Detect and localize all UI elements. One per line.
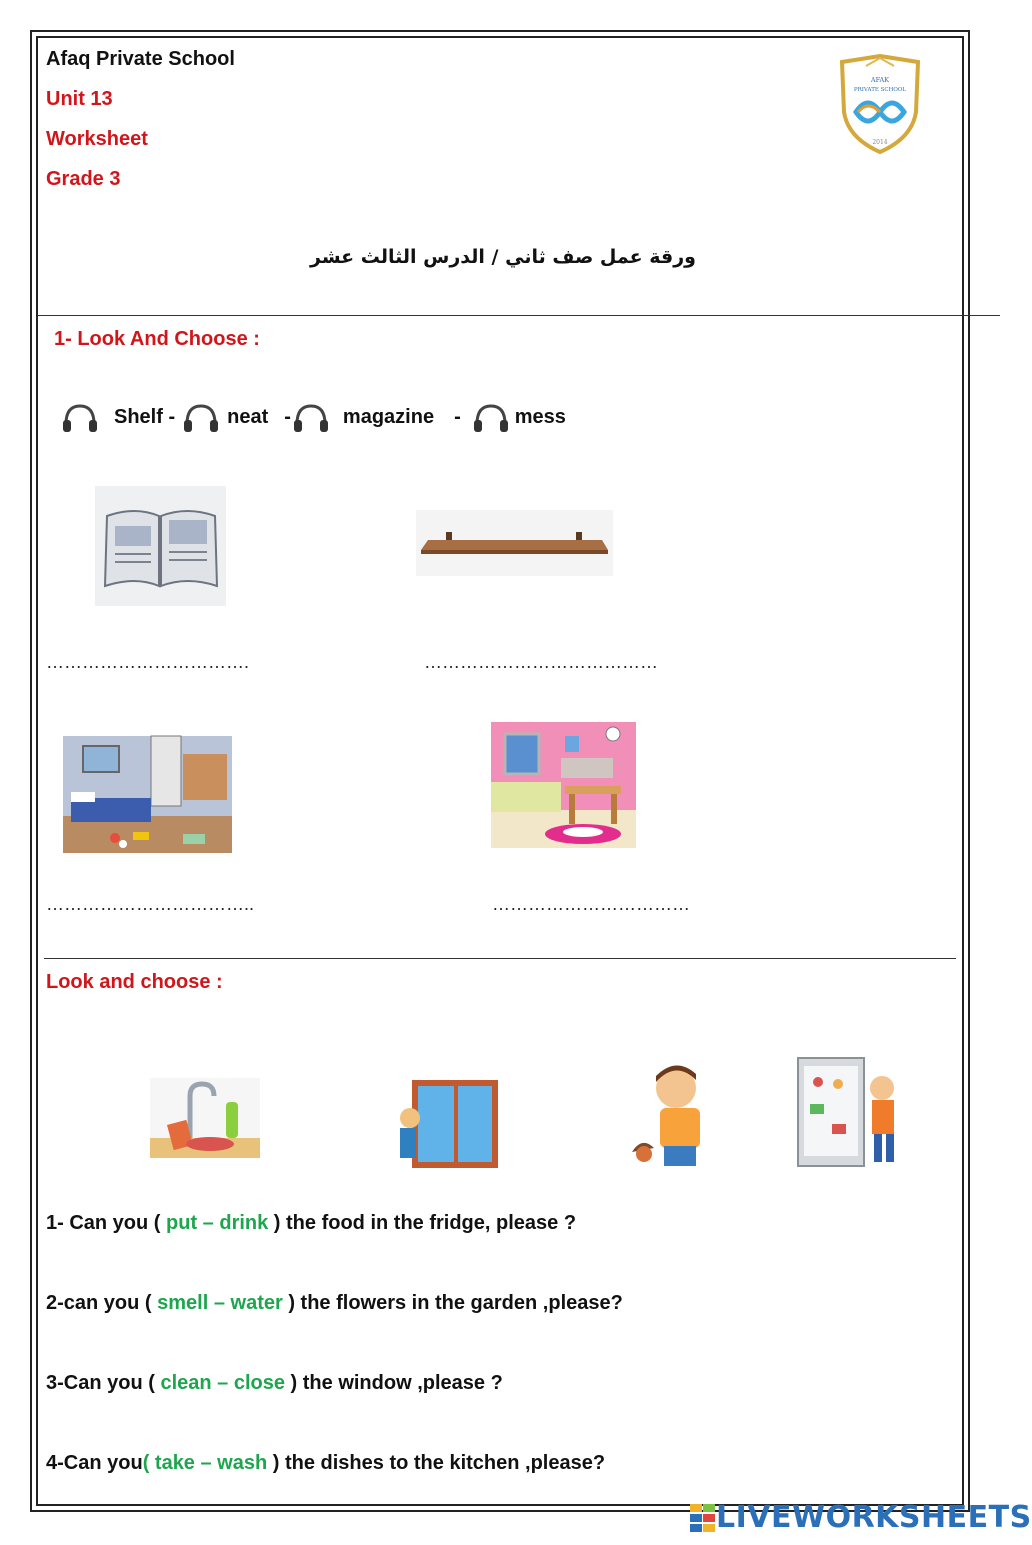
question-2-options[interactable]: smell – water — [157, 1292, 283, 1314]
word-magazine: magazine — [342, 405, 435, 428]
question-4-options[interactable]: ( take – wash — [142, 1452, 268, 1474]
liveworksheets-brand: LIVEWORKSHEETS — [716, 1500, 1032, 1535]
watering-boy-image — [632, 1056, 718, 1170]
divider-1 — [38, 315, 1000, 316]
headphones-icon[interactable] — [181, 400, 221, 434]
worksheet-label: Worksheet — [46, 128, 148, 150]
messy-room-image — [63, 736, 232, 853]
question-2-prefix: 2-can you ( — [46, 1292, 158, 1314]
shelf-image — [416, 510, 613, 576]
question-4-prefix: 4-Can you — [46, 1452, 143, 1474]
arabic-title: ورقة عمل صف ثاني / الدرس الثالث عشر — [310, 246, 696, 268]
question-2-suffix: ) the flowers in the garden ,please? — [282, 1292, 623, 1314]
question-1 — [46, 1212, 576, 1235]
badge-text: AFAK — [870, 76, 890, 84]
headphones-icon[interactable] — [471, 400, 511, 434]
question-1-options[interactable]: put – drink — [166, 1212, 269, 1234]
word-shelf: Shelf - — [114, 405, 176, 428]
question-3 — [46, 1372, 503, 1395]
fridge-boy-image — [796, 1054, 904, 1168]
badge-year: 2014 — [872, 139, 888, 146]
answer-blank-1[interactable]: ……………………………. — [46, 652, 250, 672]
question-4-suffix: ) the dishes to the kitchen ,please? — [267, 1452, 606, 1474]
answer-blank-2[interactable]: ………………………………… — [424, 652, 658, 672]
liveworksheets-logo[interactable] — [690, 1500, 1032, 1535]
divider-2 — [44, 958, 956, 959]
question-1-prefix: 1- Can you ( — [46, 1212, 167, 1234]
word-neat: neat — [227, 405, 269, 428]
question-1-suffix: ) the food in the fridge, please ? — [268, 1212, 577, 1234]
section2-title: Look and choose : — [46, 971, 223, 993]
school-name: Afaq Private School — [46, 48, 235, 70]
neat-room-image — [491, 722, 636, 848]
question-3-prefix: 3-Can you ( — [46, 1372, 161, 1394]
headphones-icon[interactable] — [60, 400, 100, 434]
word-mess: mess — [514, 405, 566, 428]
answer-blank-4[interactable]: …………………………… — [492, 894, 690, 914]
badge-subtext: PRIVATE SCHOOL — [853, 87, 907, 93]
answer-blank-3[interactable]: …………………………….. — [46, 894, 255, 914]
section1-title: 1- Look And Choose : — [54, 328, 260, 350]
question-3-suffix: ) the window ,please ? — [284, 1372, 503, 1394]
grade-label: Grade 3 — [46, 168, 121, 190]
magazine-image — [95, 486, 226, 606]
liveworksheets-blocks-icon — [690, 1504, 716, 1532]
question-2 — [46, 1292, 623, 1315]
school-badge-logo — [836, 52, 924, 156]
question-3-options[interactable]: clean – close — [160, 1372, 285, 1394]
dishes-sink-image — [150, 1078, 260, 1158]
separator: - — [284, 405, 291, 428]
word-bank — [60, 400, 572, 434]
unit-label: Unit 13 — [46, 88, 113, 110]
separator: - — [454, 405, 461, 428]
headphones-icon[interactable] — [291, 400, 331, 434]
question-4 — [46, 1452, 605, 1475]
window-image — [400, 1078, 500, 1172]
